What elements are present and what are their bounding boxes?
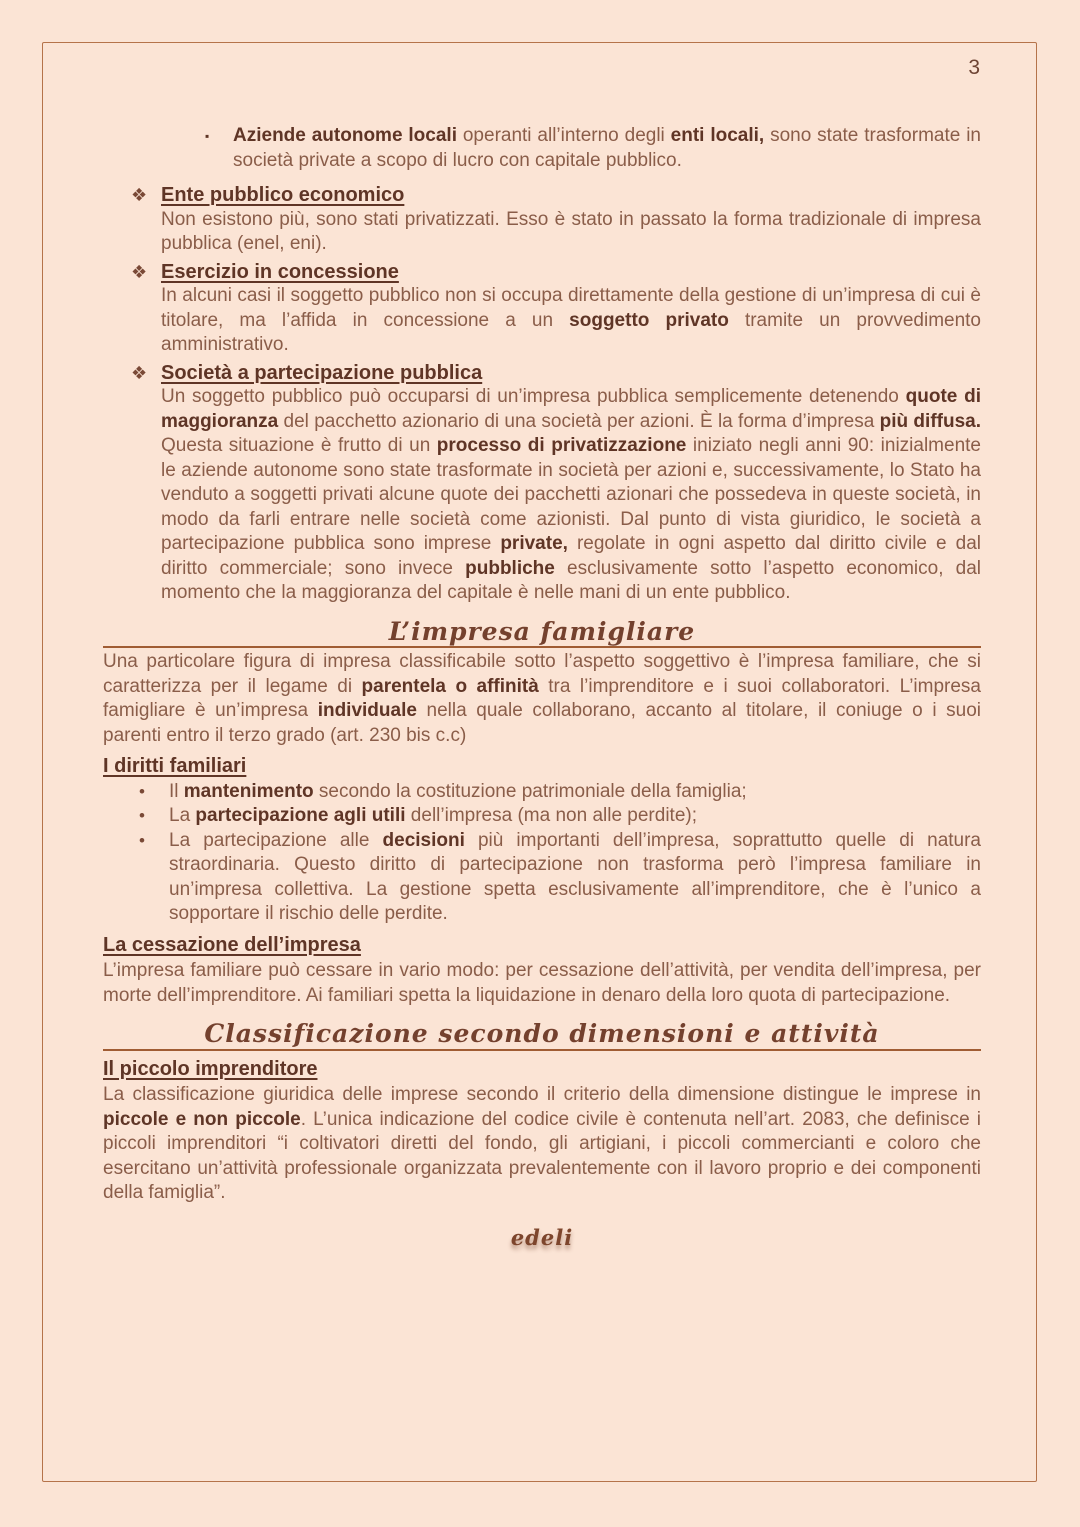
- text-run: iniziato negli anni 90: inizialmente le aziende autonome sono state trasformate in società per azioni e, successivamente, lo Stato ha venduto a soggetti privati alcune quote dei pacchetti azionari che possedeva in queste società, in modo da farli entrare nelle società come azionisti. Dal punto di vista giuridico, le società a partecipazione pubblica sono imprese: [161, 435, 981, 554]
- square-bullet-icon: ▪: [205, 129, 210, 143]
- dot-bullet-icon: •: [139, 830, 145, 850]
- text-run: Un soggetto pubblico può occuparsi di un’impresa pubblica semplicemente detenendo: [161, 386, 906, 407]
- text-run: Non esistono più, sono stati privatizzati. Esso è stato in passato la forma tradizionale di impresa pubblica (enel, eni).: [161, 208, 981, 254]
- bold-text-run: private,: [500, 533, 568, 554]
- diamond-section-body: [161, 183, 981, 257]
- bold-text-run: più diffusa.: [879, 410, 981, 432]
- section-heading: Ente pubblico economico: [161, 184, 405, 206]
- sub-bullet-item: [205, 124, 981, 173]
- underlined-heading: La cessazione dell’impresa: [103, 933, 361, 956]
- dot-bullet-icon: •: [139, 781, 145, 801]
- list-item: [139, 804, 981, 829]
- sub-bullet-text: [233, 124, 981, 173]
- section-heading: Società a partecipazione pubblica: [161, 361, 483, 384]
- dot-bullet-icon: •: [139, 806, 145, 825]
- list-item-text: [169, 804, 981, 829]
- text-run: Il: [169, 780, 184, 802]
- diamond-section: [131, 183, 981, 257]
- diamond-section: [131, 361, 981, 606]
- list-item: [139, 780, 981, 805]
- diamond-bullet-icon: ❖: [131, 362, 148, 383]
- script-section-heading: Classificazione secondo dimensioni e attività: [103, 1022, 981, 1051]
- bold-text-run: mantenimento: [183, 780, 314, 802]
- bold-text-run: individuale: [317, 700, 417, 721]
- paragraph: [103, 650, 981, 748]
- diamond-section-body: [161, 361, 981, 606]
- diamond-bullet-icon: ❖: [131, 261, 148, 282]
- underlined-heading: Il piccolo imprenditore: [103, 1057, 318, 1080]
- bold-text-run: parentela o affinità: [361, 675, 539, 697]
- text-run: sono state trasformate in società private a scopo di lucro con capitale pubblico.: [233, 125, 981, 171]
- underlined-heading: I diritti familiari: [103, 755, 247, 777]
- text-run: La partecipazione alle: [169, 829, 383, 851]
- text-run: dell’impresa (ma non alle perdite);: [405, 805, 697, 826]
- text-run: tra l’imprenditore e i suoi collaboratori. L’impresa famigliare è un’impresa: [103, 675, 981, 721]
- bold-text-run: quote di maggioranza: [161, 386, 981, 432]
- paragraph: [103, 1083, 981, 1206]
- section-paragraph: [161, 208, 981, 257]
- page-content: [103, 124, 981, 1250]
- section-paragraph: [161, 385, 981, 606]
- footer-signature: edeli: [510, 1224, 574, 1250]
- paragraph: [103, 959, 981, 1008]
- bold-text-run: soggetto privato: [569, 309, 729, 331]
- bold-text-run: decisioni: [382, 829, 465, 851]
- text-run: La: [169, 805, 196, 826]
- bold-text-run: processo di privatizzazione: [436, 435, 687, 456]
- bold-text-run: piccole e non piccole: [103, 1108, 301, 1130]
- page-number: 3: [968, 56, 980, 79]
- text-run: nella quale collaborano, accanto al titolare, il coniuge o i suoi parenti entro il terzo grado (art. 230 bis c.c): [103, 700, 982, 746]
- diamond-section: [131, 260, 981, 358]
- bold-text-run: Aziende autonome locali: [233, 125, 457, 146]
- section-heading: Esercizio in concessione: [161, 260, 399, 283]
- section-paragraph: [161, 284, 981, 358]
- text-run: . L’unica indicazione del codice civile è contenuta nell’art. 2083, che definisce i piccoli imprenditori “i coltivatori diretti del fondo, gli artigiani, i piccoli commercianti e coloro che esercitano un’attività professionale organizzata prevalentemente con il lavoro proprio e dei componenti della famiglia”.: [103, 1108, 981, 1203]
- list-item-text: [169, 829, 981, 927]
- bold-text-run: partecipazione agli utili: [195, 805, 406, 826]
- text-run: secondo la costituzione patrimoniale della famiglia;: [313, 780, 747, 802]
- bold-text-run: pubbliche: [465, 557, 555, 579]
- text-run: La classificazione giuridica delle imprese secondo il criterio della dimensione distingue le imprese in: [103, 1084, 981, 1105]
- text-run: tramite un provvedimento amministrativo.: [161, 309, 981, 355]
- text-run: regolate in ogni aspetto dal diritto civile e dal diritto commerciale; sono invece: [161, 533, 981, 579]
- list-item-text: [169, 780, 981, 805]
- text-run: L’impresa familiare può cessare in vario modo: per cessazione dell’attività, per vendita dell’impresa, per morte dell’imprenditore. Ai familiari spetta la liquidazione in denaro della loro quota di partecipazione.: [103, 960, 981, 1006]
- bold-text-run: enti locali,: [670, 125, 765, 146]
- list-item: [139, 829, 981, 927]
- diamond-section-body: [161, 260, 981, 358]
- diamond-bullet-icon: ❖: [131, 185, 148, 205]
- text-run: del pacchetto azionario di una società per azioni. È la forma d’impresa: [278, 410, 880, 432]
- text-run: più importanti dell’impresa, soprattutto quelle di natura straordinaria. Questo diritto di partecipazione non trasforma però l’impresa familiare in un’impresa collettiva. La gestione spetta esclusivamente all’imprenditore, che è l’unico a sopportare il rischio delle perdite.: [169, 829, 981, 924]
- text-run: In alcuni casi il soggetto pubblico non si occupa direttamente della gestione di un’impresa di cui è titolare, ma l’affida in concessione a un: [161, 285, 981, 331]
- script-section-heading: L’impresa famigliare: [103, 620, 981, 649]
- text-run: operanti all’interno degli: [456, 125, 671, 146]
- text-run: esclusivamente sotto l’aspetto economico, dal momento che la maggioranza del capitale è nelle mani di un ente pubblico.: [161, 557, 981, 603]
- text-run: Questa situazione è frutto di un: [161, 435, 437, 456]
- bullet-list: [103, 780, 981, 927]
- text-run: Una particolare figura di impresa classificabile sotto l’aspetto soggettivo è l’impresa familiare, che si caratterizza per il legame di: [103, 651, 981, 697]
